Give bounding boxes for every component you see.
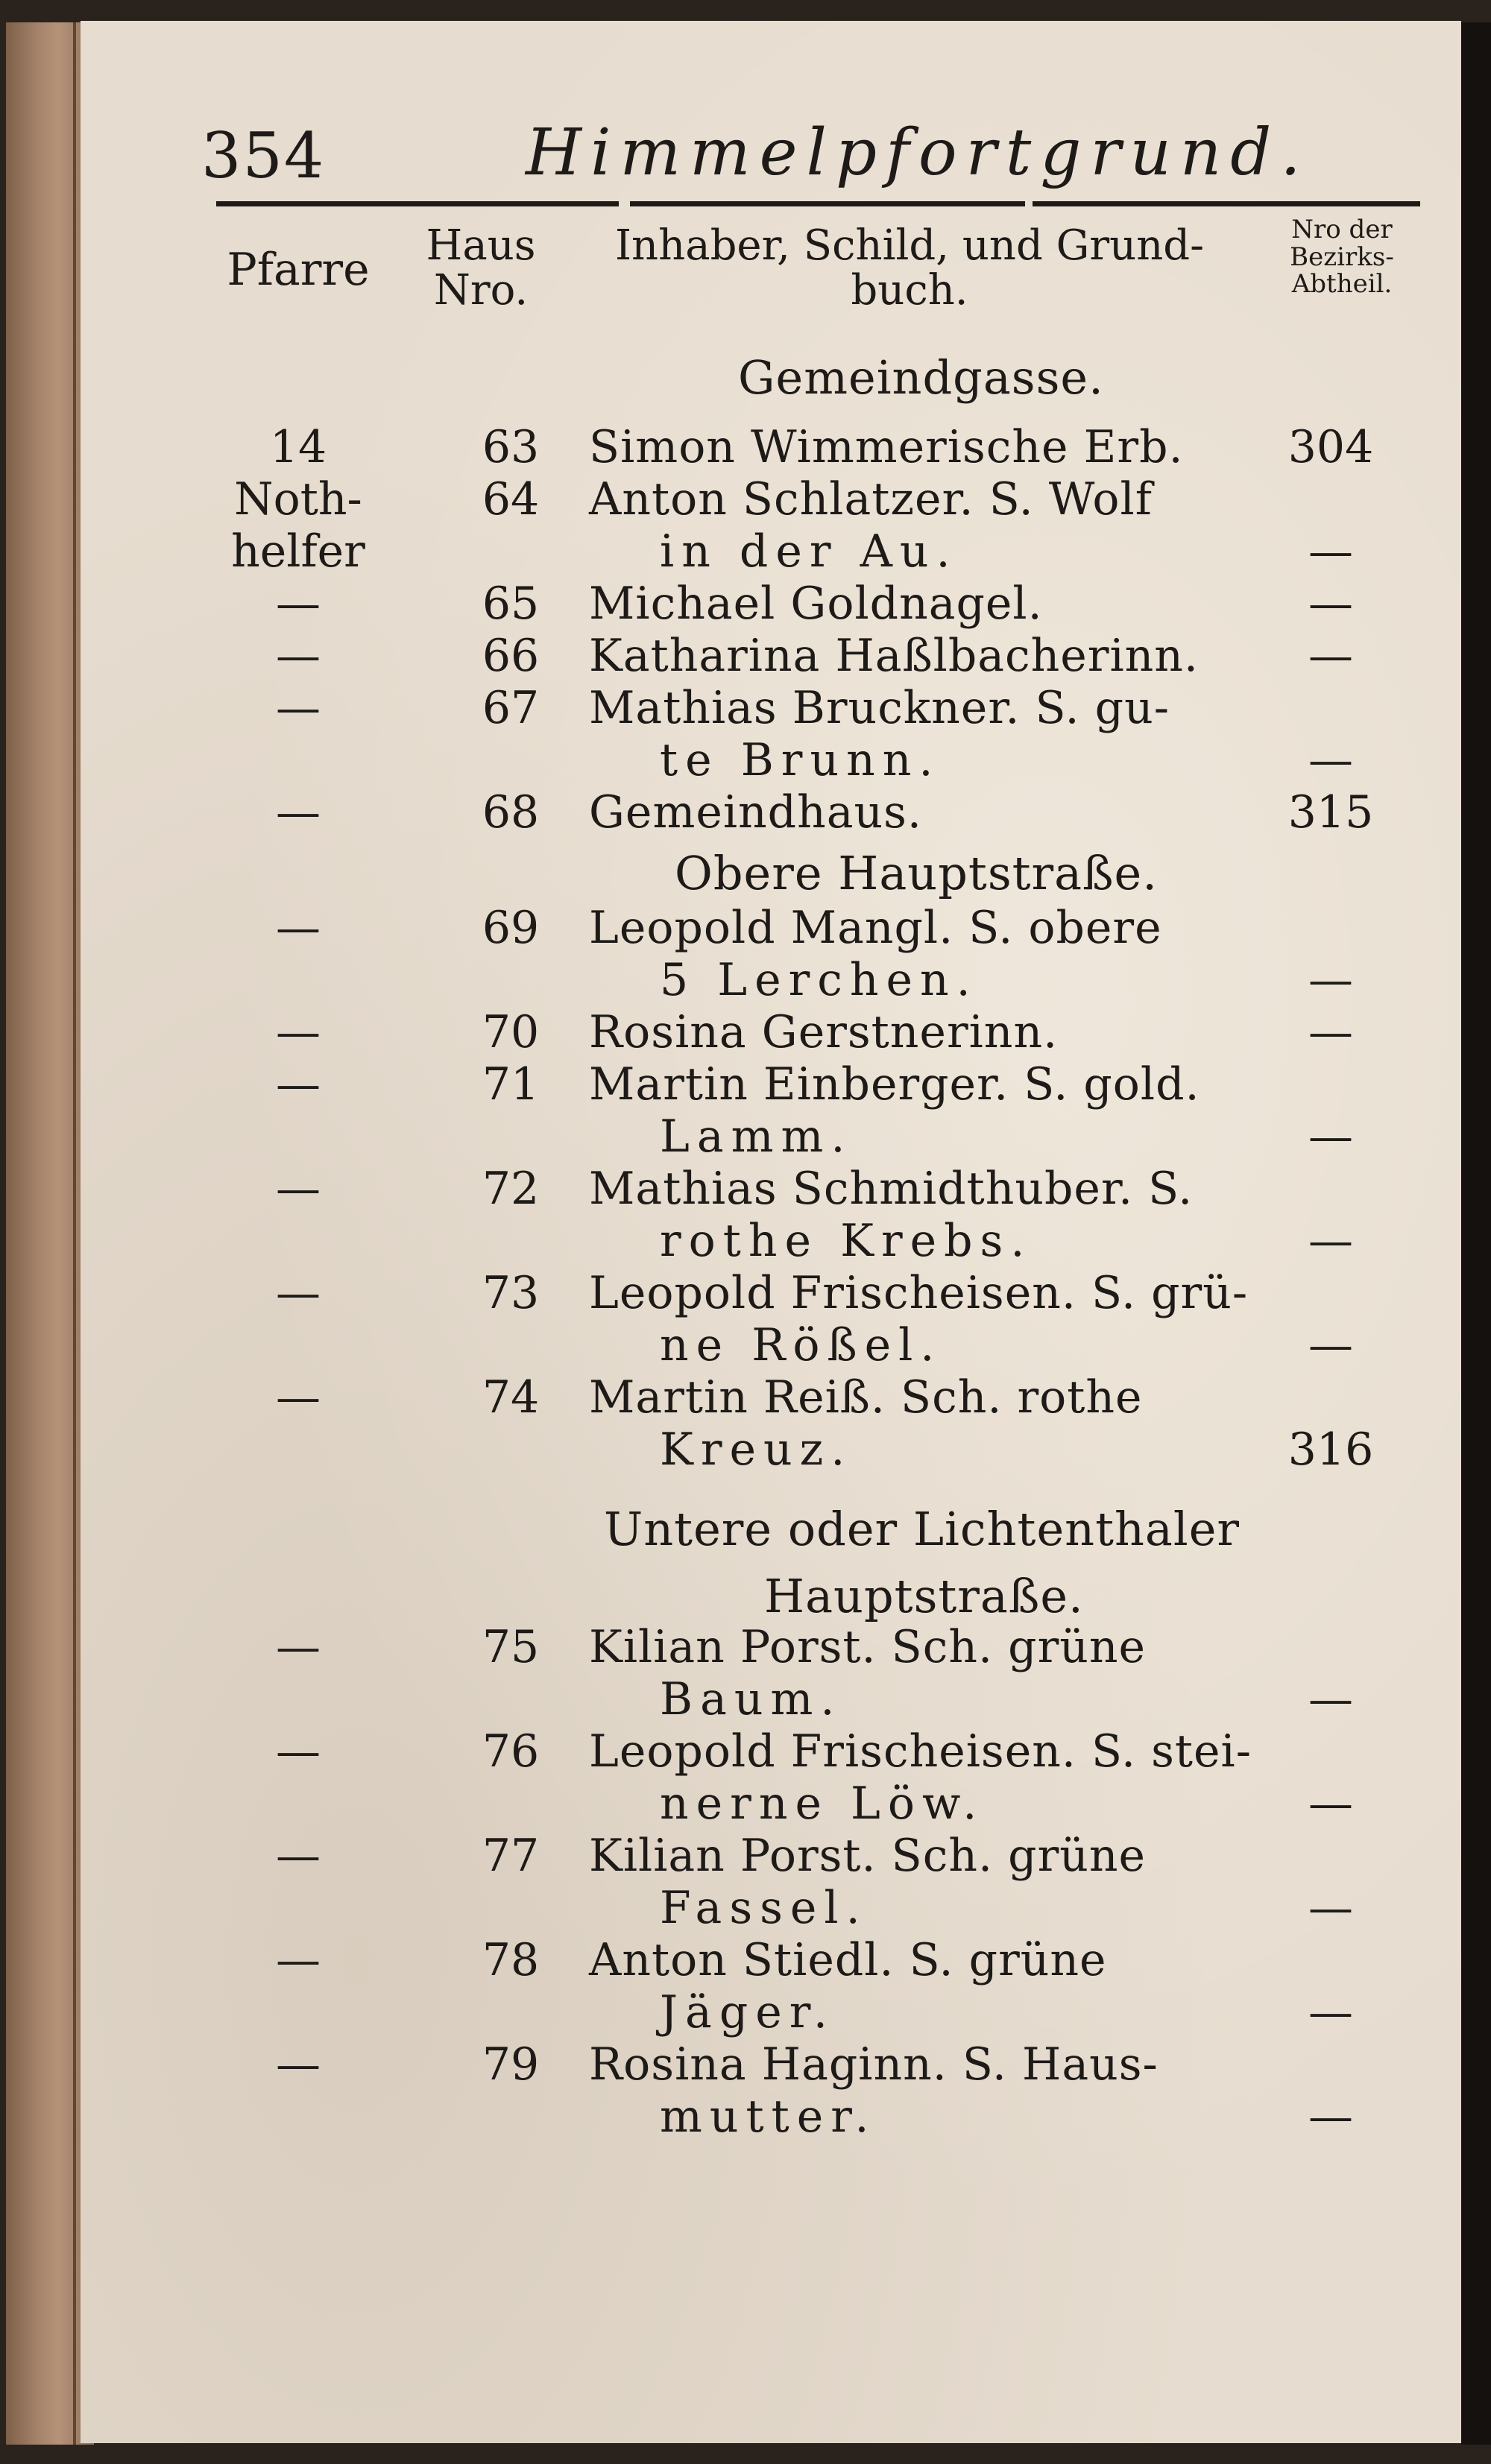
haus-number-cell: 78 <box>482 1934 540 1986</box>
haus-number-cell: 68 <box>482 786 540 838</box>
entry-cell: Rosina Haginn. S. Haus- <box>589 2038 1159 2091</box>
column-header-inhaber <box>581 221 1238 315</box>
haus-number-cell: 72 <box>482 1163 540 1215</box>
entry-cell: Fassel. <box>660 1882 868 1934</box>
entry-cell: Kilian Porst. Sch. grüne <box>589 1621 1147 1673</box>
table-row <box>0 2038 1491 2091</box>
table-row <box>0 1424 1491 1476</box>
header-rule-right <box>1033 201 1420 206</box>
haus-number-cell: 69 <box>482 902 540 954</box>
table-row <box>0 1006 1491 1058</box>
table-row <box>0 1986 1491 2038</box>
table-row <box>0 1371 1491 1424</box>
table-row <box>0 902 1491 954</box>
haus-number-cell: 79 <box>482 2038 540 2091</box>
table-row <box>0 630 1491 682</box>
haus-number-cell: 70 <box>482 1006 540 1058</box>
page-number: 354 <box>201 119 326 192</box>
table-row <box>0 2091 1491 2143</box>
pfarre-cell: — <box>276 1371 321 1424</box>
table-row <box>0 525 1491 578</box>
entry-cell: Martin Einberger. S. gold. <box>589 1058 1200 1111</box>
section-heading-gemeindgasse: Gemeindgasse. <box>738 350 1104 405</box>
entry-cell: Baum. <box>660 1673 842 1725</box>
abtheilung-cell: — <box>1308 1111 1353 1163</box>
table-row <box>0 1319 1491 1371</box>
pfarre-cell: — <box>276 630 321 682</box>
pfarre-cell: — <box>276 1934 321 1986</box>
table-row <box>0 1215 1491 1267</box>
entry-cell: Kreuz. <box>660 1424 853 1476</box>
haus-number-cell: 73 <box>482 1267 540 1319</box>
abtheilung-cell: 316 <box>1287 1424 1374 1476</box>
abtheilung-cell: — <box>1308 1673 1353 1725</box>
column-header-abtheil-line3: Abtheil. <box>1291 269 1393 300</box>
table-row <box>0 786 1491 838</box>
pfarre-cell: helfer <box>231 525 365 578</box>
abtheilung-cell: — <box>1308 1006 1353 1058</box>
pfarre-cell: — <box>276 1621 321 1673</box>
table-row <box>0 473 1491 525</box>
entry-cell: Jäger. <box>660 1986 835 2038</box>
haus-number-cell: 64 <box>482 473 540 525</box>
table-row <box>0 682 1491 734</box>
haus-number-cell: 66 <box>482 630 540 682</box>
entry-cell: Gemeindhaus. <box>589 786 922 838</box>
table-row <box>0 1882 1491 1934</box>
abtheilung-cell: — <box>1308 525 1353 578</box>
abtheilung-cell: — <box>1308 1882 1353 1934</box>
entry-cell: in der Au. <box>660 525 958 578</box>
column-header-abtheil-line2: Bezirks- <box>1290 241 1394 272</box>
haus-number-cell: 65 <box>482 578 540 630</box>
haus-number-cell: 74 <box>482 1371 540 1424</box>
abtheilung-cell: — <box>1308 2091 1353 2143</box>
haus-number-cell: 75 <box>482 1621 540 1673</box>
page-title: Himmelpfortgrund. <box>526 116 1310 190</box>
table-row <box>0 578 1491 630</box>
entry-cell: ne Rößel. <box>660 1319 942 1371</box>
entry-cell: Michael Goldnagel. <box>589 578 1043 630</box>
entry-cell: Simon Wimmerische Erb. <box>589 421 1184 473</box>
table-row <box>0 1058 1491 1111</box>
haus-number-cell: 77 <box>482 1830 540 1882</box>
abtheilung-cell: 304 <box>1287 421 1374 473</box>
entry-cell: Mathias Schmidthuber. S. <box>589 1163 1194 1215</box>
pfarre-cell: — <box>276 1163 321 1215</box>
entry-cell: rothe Krebs. <box>660 1215 1033 1267</box>
entry-cell: Leopold Frischeisen. S. stei- <box>589 1725 1252 1778</box>
table-row <box>0 421 1491 473</box>
column-header-haus-line2: Nro. <box>433 266 529 315</box>
pfarre-cell: — <box>276 578 321 630</box>
abtheilung-cell: — <box>1308 734 1353 786</box>
abtheilung-cell: — <box>1308 954 1353 1006</box>
entry-cell: Anton Schlatzer. S. Wolf <box>589 473 1153 525</box>
table-row <box>0 1934 1491 1986</box>
entry-cell: Mathias Bruckner. S. gu- <box>589 682 1170 734</box>
pfarre-cell: 14 <box>269 421 327 473</box>
header-rule-left <box>216 201 619 206</box>
entry-cell: nerne Löw. <box>660 1778 985 1830</box>
entry-cell: Leopold Frischeisen. S. grü- <box>589 1267 1249 1319</box>
haus-number-cell: 63 <box>482 421 540 473</box>
pfarre-cell: Noth- <box>234 473 362 525</box>
table-row <box>0 1725 1491 1778</box>
table-row <box>0 954 1491 1006</box>
abtheilung-cell: 315 <box>1287 786 1374 838</box>
table-row <box>0 1778 1491 1830</box>
abtheilung-cell: — <box>1308 578 1353 630</box>
entry-cell: Katharina Haßlbacherinn. <box>589 630 1200 682</box>
pfarre-cell: — <box>276 902 321 954</box>
entry-cell: mutter. <box>660 2091 877 2143</box>
table-row <box>0 734 1491 786</box>
pfarre-cell: — <box>276 786 321 838</box>
entry-cell: 5 Lerchen. <box>660 954 978 1006</box>
column-header-inhaber-line2: buch. <box>851 266 968 315</box>
section-heading-obere-hauptstrasse: Obere Hauptstraße. <box>675 846 1158 900</box>
pfarre-cell: — <box>276 682 321 734</box>
pfarre-cell: — <box>276 2038 321 2091</box>
table-row <box>0 1621 1491 1673</box>
header-rule-middle <box>630 201 1025 206</box>
column-header-inhaber-line1: Inhaber, Schild, und Grund- <box>614 221 1205 270</box>
table-row <box>0 1111 1491 1163</box>
section-heading-untere-line1: Untere oder Lichtenthaler <box>604 1502 1241 1556</box>
abtheilung-cell: — <box>1308 1778 1353 1830</box>
pfarre-cell: — <box>276 1267 321 1319</box>
entry-cell: Leopold Mangl. S. obere <box>589 902 1162 954</box>
entry-cell: te Brunn. <box>660 734 941 786</box>
table-row <box>0 1830 1491 1882</box>
haus-number-cell: 67 <box>482 682 540 734</box>
haus-number-cell: 71 <box>482 1058 540 1111</box>
column-header-haus <box>417 221 544 315</box>
column-header-abtheil <box>1267 216 1416 298</box>
pfarre-cell: — <box>276 1058 321 1111</box>
abtheilung-cell: — <box>1308 1215 1353 1267</box>
column-header-abtheil-line1: Nro der <box>1291 215 1393 244</box>
entry-cell: Rosina Gerstnerinn. <box>589 1006 1059 1058</box>
entry-cell: Anton Stiedl. S. grüne <box>589 1934 1107 1986</box>
section-heading-untere-line2: Hauptstraße. <box>764 1569 1084 1623</box>
entry-cell: Lamm. <box>660 1111 853 1163</box>
pfarre-cell: — <box>276 1725 321 1778</box>
pfarre-cell: — <box>276 1830 321 1882</box>
abtheilung-cell: — <box>1308 1986 1353 2038</box>
column-header-pfarre: Pfarre <box>227 244 370 296</box>
entry-cell: Martin Reiß. Sch. rothe <box>589 1371 1143 1424</box>
pfarre-cell: — <box>276 1006 321 1058</box>
table-row <box>0 1163 1491 1215</box>
abtheilung-cell: — <box>1308 1319 1353 1371</box>
table-row <box>0 1267 1491 1319</box>
table-row <box>0 1673 1491 1725</box>
haus-number-cell: 76 <box>482 1725 540 1778</box>
entry-cell: Kilian Porst. Sch. grüne <box>589 1830 1147 1882</box>
abtheilung-cell: — <box>1308 630 1353 682</box>
column-header-haus-line1: Haus <box>426 221 536 270</box>
